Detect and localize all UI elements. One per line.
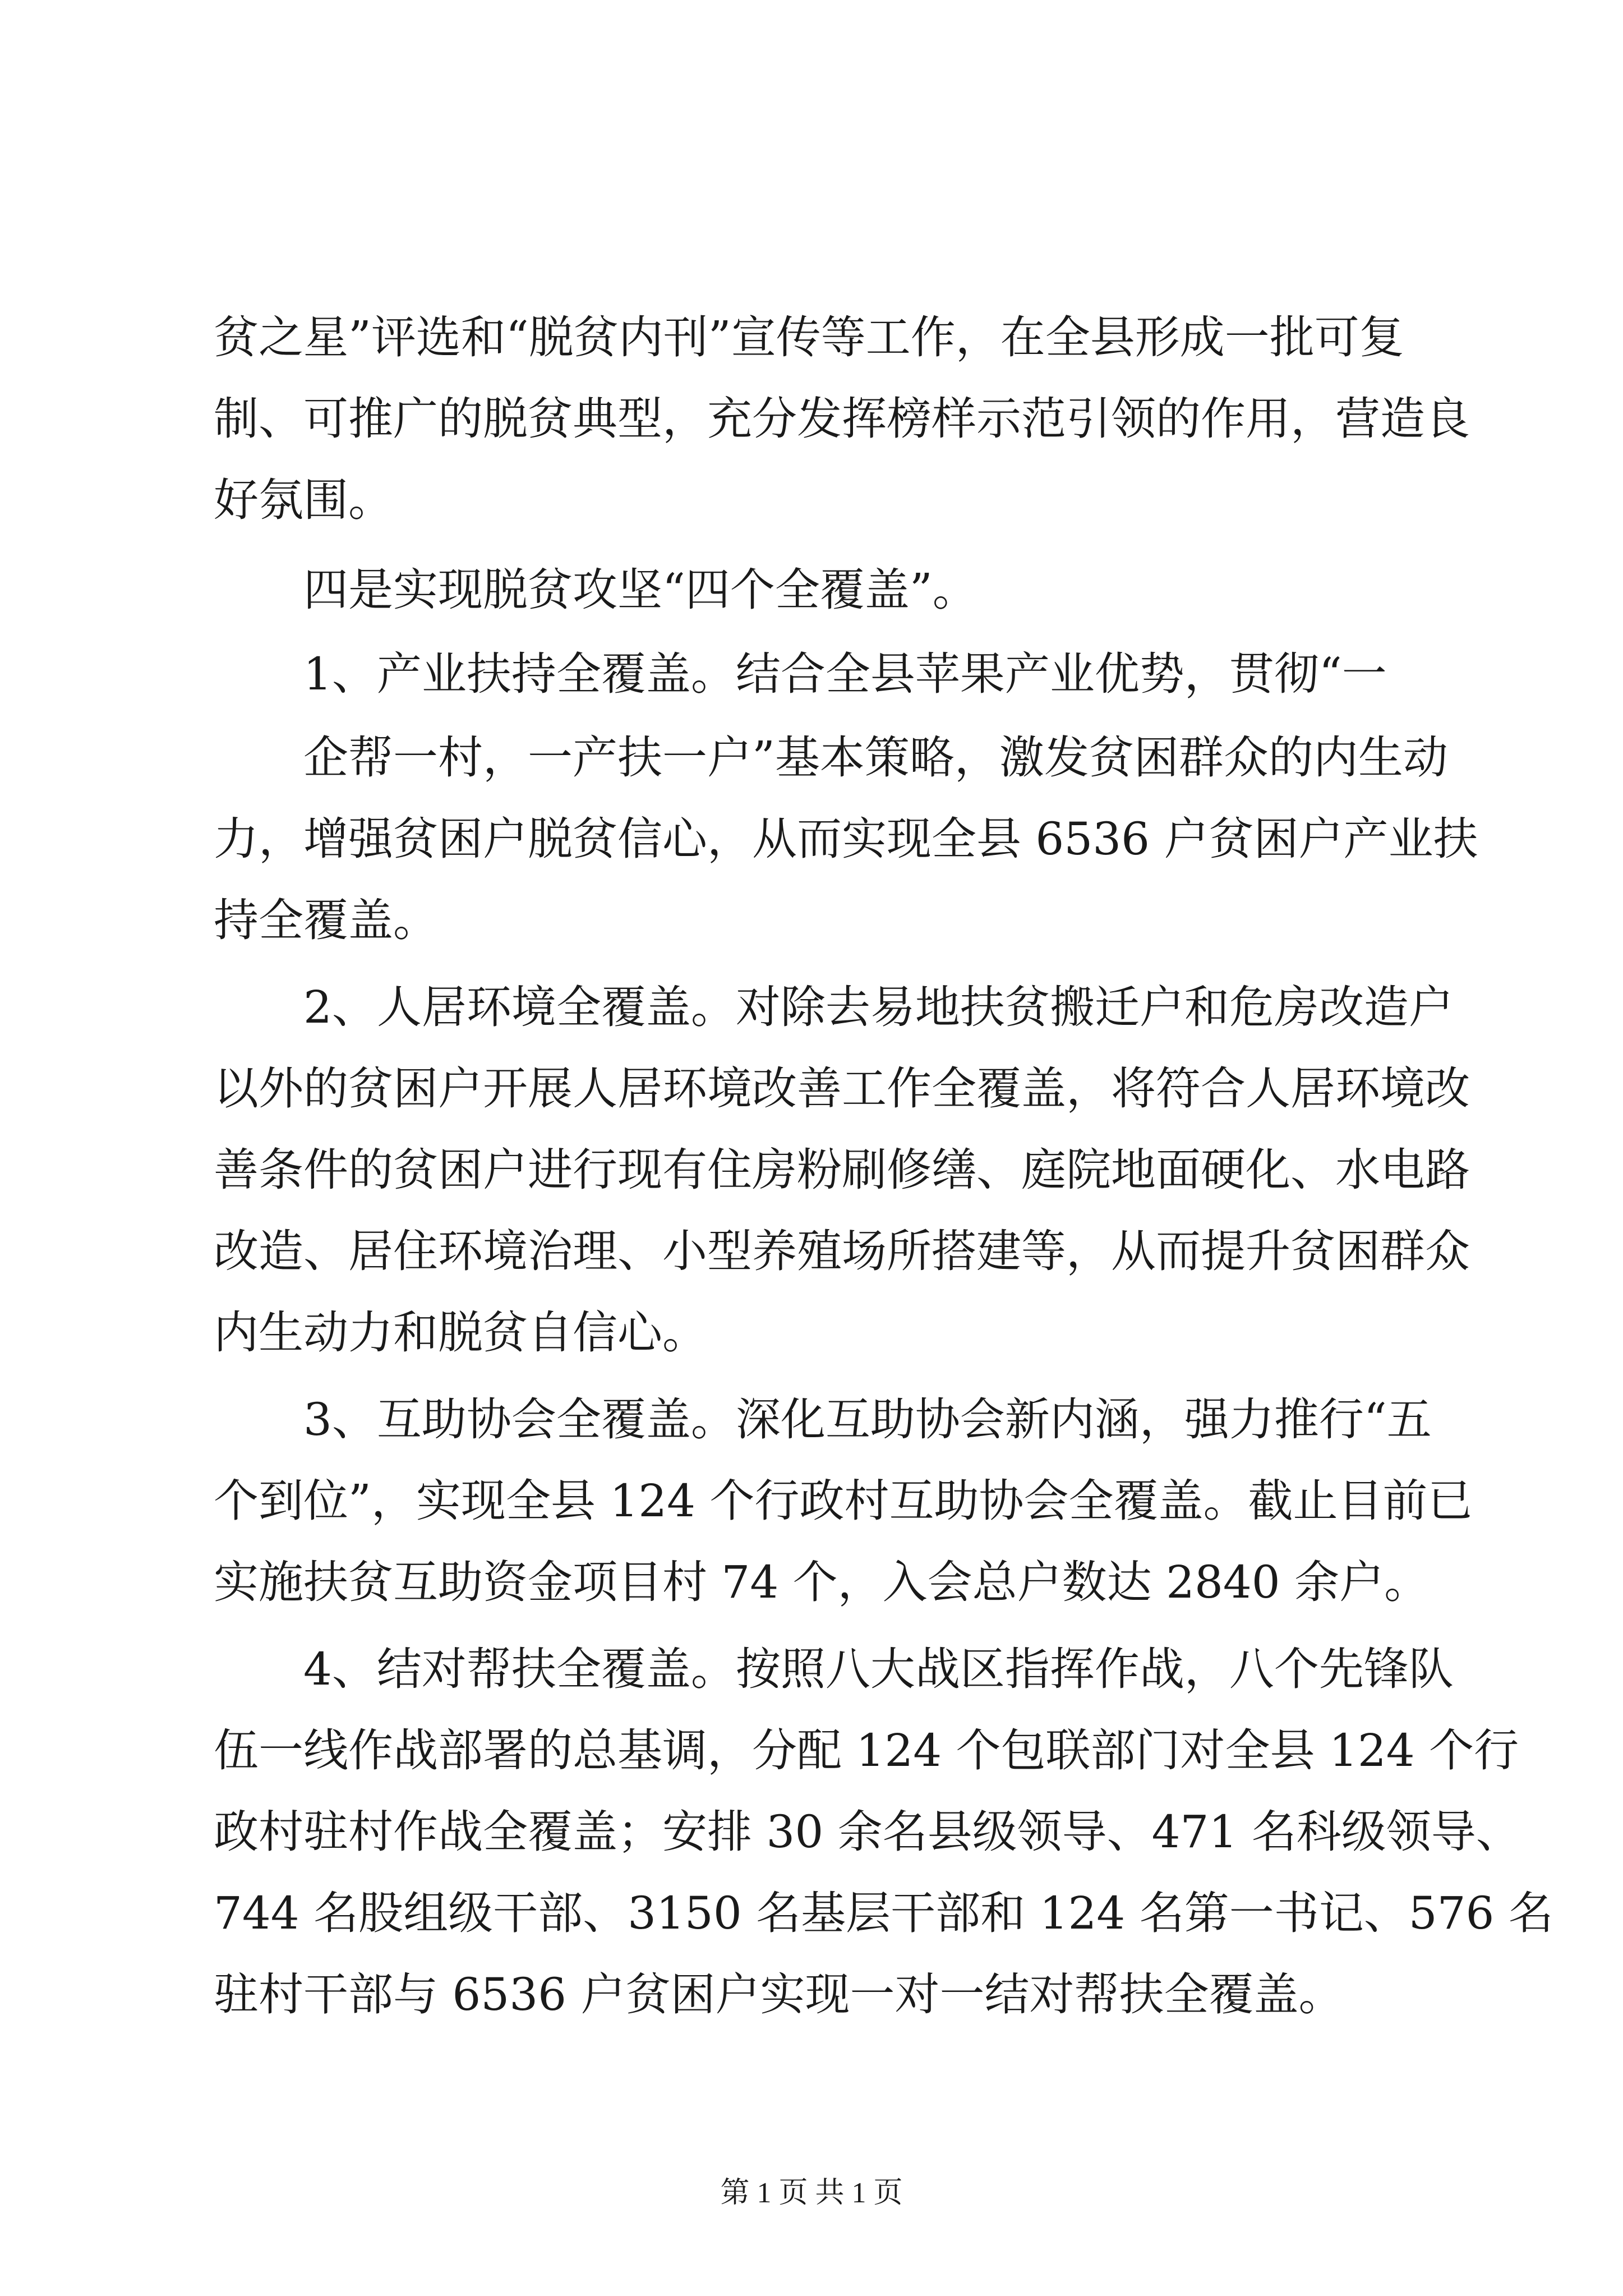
- text-line: 善条件的贫困户进行现有住房粉刷修缮、庭院地面硬化、水电路: [214, 1144, 1470, 1196]
- text-line: 力，增强贫困户脱贫信心，从而实现全县 6536 户贫困户产业扶: [214, 813, 1478, 865]
- text-line: 政村驻村作战全覆盖；安排 30 余名县级领导、471 名科级领导、: [214, 1806, 1521, 1858]
- text-line: 744 名股组级干部、3150 名基层干部和 124 名第一书记、576 名: [214, 1887, 1553, 1939]
- text-line: 伍一线作战部署的总基调，分配 124 个包联部门对全县 124 个行: [214, 1724, 1519, 1777]
- text-line: 个到位”，实现全县 124 个行政村互助协会全覆盖。截止目前已: [214, 1475, 1473, 1527]
- text-line: 内生动力和脱贫自信心。: [214, 1306, 707, 1359]
- page-footer: 第 1 页 共 1 页: [720, 2177, 903, 2209]
- text-line: 制、可推广的脱贫典型，充分发挥榜样示范引领的作用，营造良: [214, 393, 1470, 445]
- text-line: 3、互助协会全覆盖。深化互助协会新内涵，强力推行“五: [303, 1393, 1432, 1446]
- text-line: 改造、居住环境治理、小型养殖场所搭建等，从而提升贫困群众: [214, 1225, 1470, 1277]
- text-line: 企帮一村，一产扶一户”基本策略，激发贫困群众的内生动: [303, 731, 1448, 784]
- text-line: 实施扶贫互助资金项目村 74 个，入会总户数达 2840 余户。: [214, 1556, 1430, 1608]
- text-line: 以外的贫困户开展人居环境改善工作全覆盖，将符合人居环境改: [214, 1062, 1470, 1115]
- text-line: 持全覆盖。: [214, 894, 438, 946]
- text-line: 4、结对帮扶全覆盖。按照八大战区指挥作战，八个先锋队: [303, 1643, 1454, 1695]
- text-line: 2、人居环境全覆盖。对除去易地扶贫搬迁户和危房改造户: [303, 981, 1454, 1033]
- text-line: 好氛围。: [214, 474, 393, 526]
- paragraph-heading: 四是实现脱贫攻坚“四个全覆盖”。: [303, 564, 978, 616]
- text-line: 1、产业扶持全覆盖。结合全县苹果产业优势，贯彻“一: [303, 648, 1387, 700]
- text-line: 贫之星”评选和“脱贫内刊”宣传等工作，在全县形成一批可复: [214, 311, 1404, 364]
- text-line: 驻村干部与 6536 户贫困户实现一对一结对帮扶全覆盖。: [214, 1968, 1344, 2021]
